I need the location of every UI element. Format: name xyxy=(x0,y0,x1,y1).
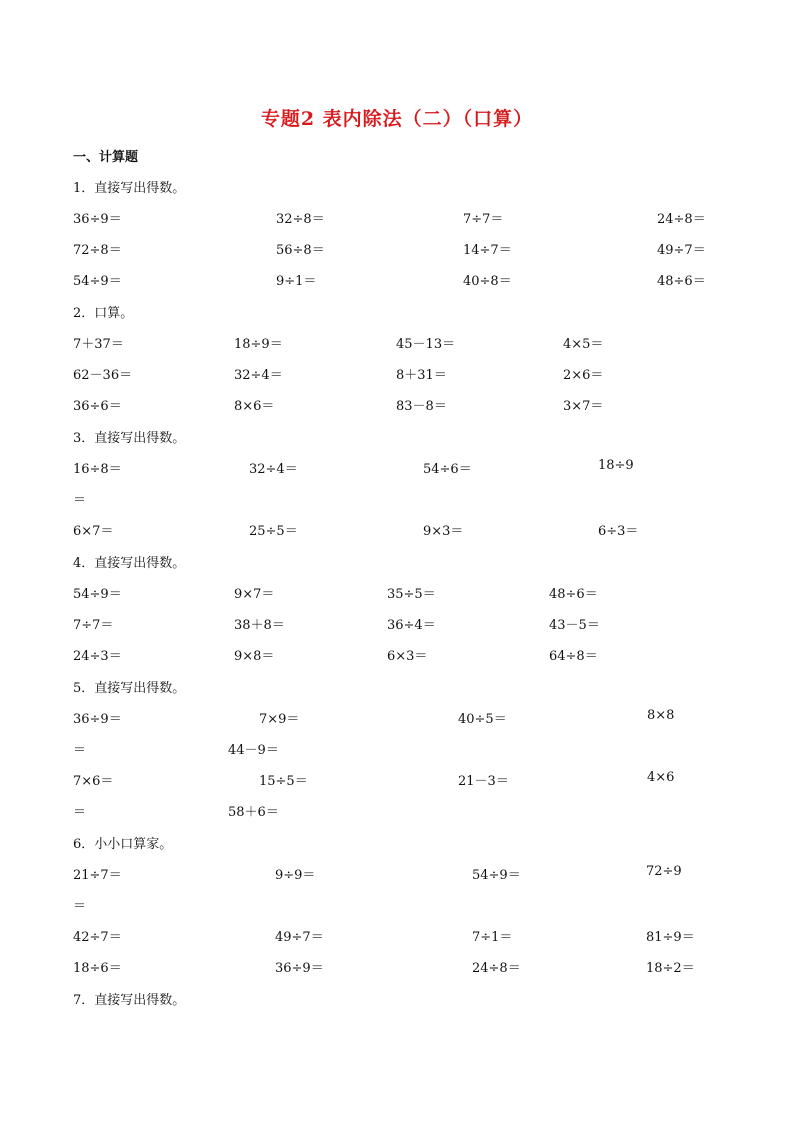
problem: 9÷1＝ xyxy=(276,274,317,289)
page-title: 专题2 表内除法（二）（口算） xyxy=(260,108,534,130)
question-6-label: 6．小小口算家。 xyxy=(73,837,173,852)
question-5-label: 5．直接写出得数。 xyxy=(73,681,186,696)
problem: 54÷9＝ xyxy=(73,274,122,289)
problem: 32÷4＝ xyxy=(249,462,298,477)
problem: 49÷7＝ xyxy=(657,243,706,258)
problem: 21－3＝ xyxy=(458,774,509,789)
q6-row xyxy=(0,895,794,915)
problem: 9×7＝ xyxy=(234,587,275,602)
problem: 81÷9＝ xyxy=(646,930,695,945)
q6-row xyxy=(0,926,794,946)
q3-row xyxy=(0,489,794,509)
problem: 83－8＝ xyxy=(396,399,447,414)
question-7-label: 7．直接写出得数。 xyxy=(73,993,186,1008)
q5-row xyxy=(0,770,794,790)
problem: 36÷9＝ xyxy=(73,712,122,727)
q3-row xyxy=(0,520,794,540)
problem: 18÷6＝ xyxy=(73,961,122,976)
q6-row xyxy=(0,957,794,977)
problem: 15÷5＝ xyxy=(259,774,308,789)
problem-continuation: ＝ xyxy=(73,743,87,758)
problem: 49÷7＝ xyxy=(275,930,324,945)
q5-row xyxy=(0,739,794,759)
question-1-label: 1．直接写出得数。 xyxy=(73,181,186,196)
q4-row xyxy=(0,583,794,603)
problem: 42÷7＝ xyxy=(73,930,122,945)
problem: 6÷3＝ xyxy=(598,524,639,539)
problem: 7×6＝ xyxy=(73,774,114,789)
problem: 24÷8＝ xyxy=(657,212,706,227)
question-3-label: 3．直接写出得数。 xyxy=(73,431,186,446)
problem: 40÷5＝ xyxy=(458,712,507,727)
problem-continuation: ＝ xyxy=(73,805,87,820)
problem: 7＋37＝ xyxy=(73,337,124,352)
q5-row xyxy=(0,801,794,821)
problem: 24÷3＝ xyxy=(73,649,122,664)
q3-row xyxy=(0,458,794,478)
problem: 25÷5＝ xyxy=(249,524,298,539)
problem: 36÷6＝ xyxy=(73,399,122,414)
problem: 64÷8＝ xyxy=(549,649,598,664)
problem: 54÷9＝ xyxy=(472,868,521,883)
problem: 4×5＝ xyxy=(563,337,604,352)
problem: 44－9＝ xyxy=(228,743,279,758)
problem: 9×3＝ xyxy=(423,524,464,539)
problem: 18÷9 xyxy=(598,458,634,473)
problem: 48÷6＝ xyxy=(657,274,706,289)
problem: 72÷8＝ xyxy=(73,243,122,258)
problem: 18÷2＝ xyxy=(646,961,695,976)
question-2-label: 2．口算。 xyxy=(73,306,134,321)
problem: 56÷8＝ xyxy=(276,243,325,258)
q2-row xyxy=(0,333,794,353)
problem: 7÷7＝ xyxy=(73,618,114,633)
problem: 38＋8＝ xyxy=(234,618,285,633)
problem: 36÷4＝ xyxy=(387,618,436,633)
q6-row xyxy=(0,864,794,884)
problem: 36÷9＝ xyxy=(275,961,324,976)
problem: 6×7＝ xyxy=(73,524,114,539)
problem: 16÷8＝ xyxy=(73,462,122,477)
problem: 43－5＝ xyxy=(549,618,600,633)
q1-row xyxy=(0,208,794,228)
problem: 45－13＝ xyxy=(396,337,456,352)
problem: 6×3＝ xyxy=(387,649,428,664)
problem: 8×8 xyxy=(647,708,675,723)
question-4-label: 4．直接写出得数。 xyxy=(73,556,186,571)
problem: 4×6 xyxy=(647,770,675,785)
problem: 36÷9＝ xyxy=(73,212,122,227)
problem: 35÷5＝ xyxy=(387,587,436,602)
problem: 7÷1＝ xyxy=(472,930,513,945)
problem: 32÷4＝ xyxy=(234,368,283,383)
problem: 9×8＝ xyxy=(234,649,275,664)
q2-row xyxy=(0,395,794,415)
problem: 7×9＝ xyxy=(259,712,300,727)
section-heading: 一、计算题 xyxy=(73,150,139,165)
problem-continuation: ＝ xyxy=(73,899,87,914)
q4-row xyxy=(0,645,794,665)
problem: 8＋31＝ xyxy=(396,368,447,383)
problem: 7÷7＝ xyxy=(463,212,504,227)
problem: 62－36＝ xyxy=(73,368,133,383)
problem: 32÷8＝ xyxy=(276,212,325,227)
problem: 8×6＝ xyxy=(234,399,275,414)
problem: 2×6＝ xyxy=(563,368,604,383)
q4-row xyxy=(0,614,794,634)
problem: 3×7＝ xyxy=(563,399,604,414)
q5-row xyxy=(0,708,794,728)
problem: 72÷9 xyxy=(646,864,682,879)
q2-row xyxy=(0,364,794,384)
problem: 48÷6＝ xyxy=(549,587,598,602)
problem: 40÷8＝ xyxy=(463,274,512,289)
problem: 58＋6＝ xyxy=(228,805,279,820)
problem: 54÷9＝ xyxy=(73,587,122,602)
problem: 18÷9＝ xyxy=(234,337,283,352)
problem: 24÷8＝ xyxy=(472,961,521,976)
problem: 14÷7＝ xyxy=(463,243,512,258)
q1-row xyxy=(0,270,794,290)
q1-row xyxy=(0,239,794,259)
problem: 9÷9＝ xyxy=(275,868,316,883)
problem-continuation: ＝ xyxy=(73,493,87,508)
problem: 54÷6＝ xyxy=(423,462,472,477)
problem: 21÷7＝ xyxy=(73,868,122,883)
